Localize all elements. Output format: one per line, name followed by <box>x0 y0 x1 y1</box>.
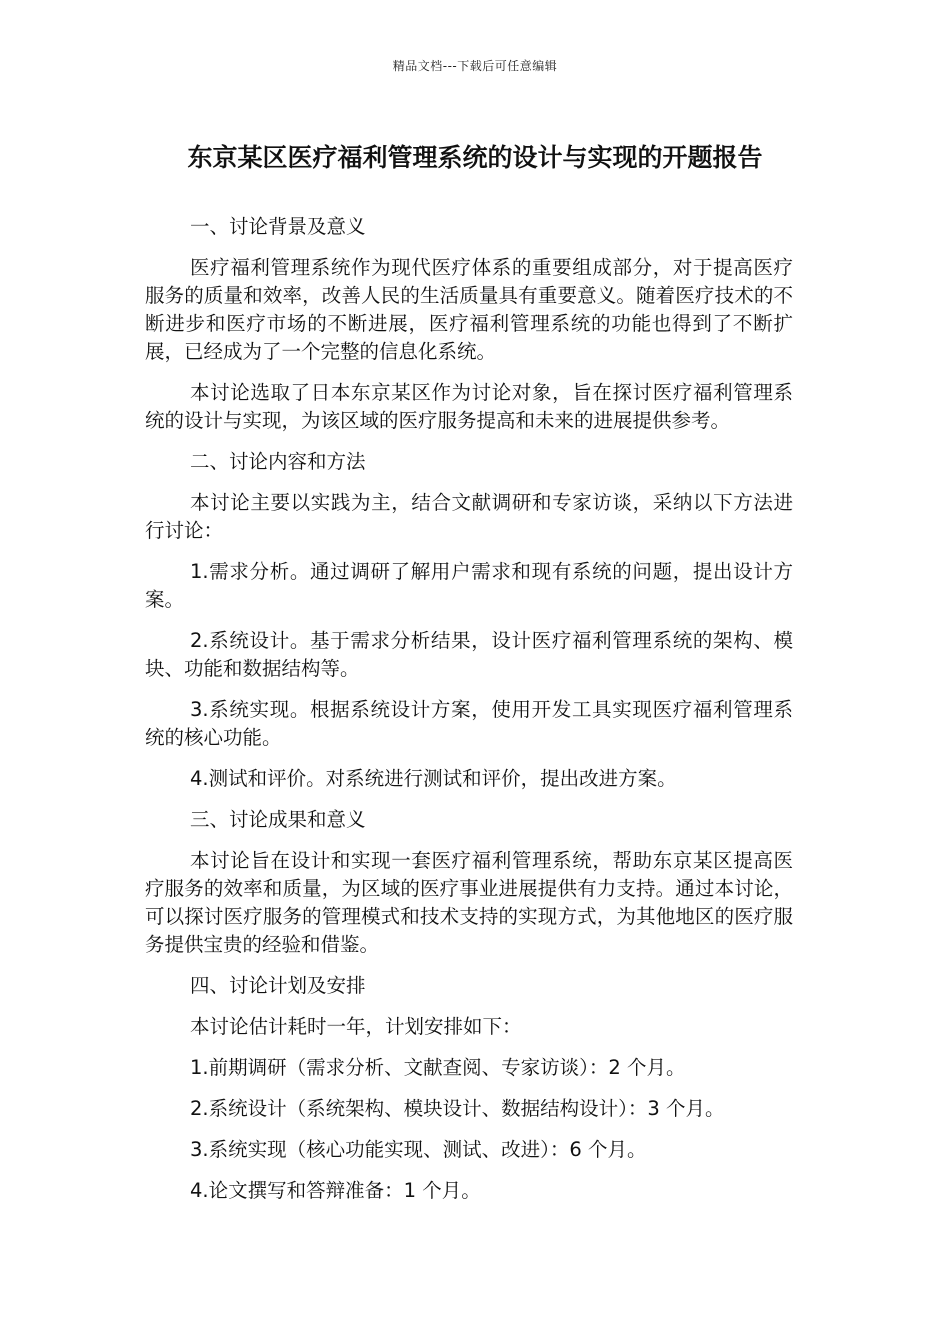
header-note: 精品文档---下载后可任意编辑 <box>392 59 558 73</box>
section-heading-3: 三、讨论成果和意义 <box>190 808 366 831</box>
paragraph: 本讨论选取了日本东京某区作为讨论对象，旨在探讨医疗福利管理系统的设计与实现，为该区域的医疗服务提高和未来的进展提供参考。 <box>145 381 793 432</box>
list-item: 2.系统设计（系统架构、模块设计、数据结构设计）：3 个月。 <box>190 1097 725 1120</box>
section-heading-4: 四、讨论计划及安排 <box>190 974 366 997</box>
document-body <box>145 213 793 1218</box>
list-item: 4.测试和评价。对系统进行测试和评价，提出改进方案。 <box>190 767 677 790</box>
list-item: 3.系统实现。根据系统设计方案，使用开发工具实现医疗福利管理系统的核心功能。 <box>145 698 793 749</box>
list-item: 3.系统实现（核心功能实现、测试、改进）：6 个月。 <box>190 1138 647 1161</box>
list-item: 1.前期调研（需求分析、文献查阅、专家访谈）：2 个月。 <box>190 1056 686 1079</box>
list-item: 1.需求分析。通过调研了解用户需求和现有系统的问题，提出设计方案。 <box>145 560 793 611</box>
paragraph: 本讨论主要以实践为主，结合文献调研和专家访谈，采纳以下方法进行讨论： <box>145 491 793 542</box>
page-title: 东京某区医疗福利管理系统的设计与实现的开题报告 <box>187 143 763 172</box>
paragraph: 本讨论估计耗时一年，计划安排如下： <box>190 1015 522 1038</box>
section-heading-2: 二、讨论内容和方法 <box>190 450 366 473</box>
list-item: 2.系统设计。基于需求分析结果，设计医疗福利管理系统的架构、模块、功能和数据结构等。 <box>145 629 793 680</box>
section-heading-1: 一、讨论背景及意义 <box>190 215 366 238</box>
paragraph: 本讨论旨在设计和实现一套医疗福利管理系统，帮助东京某区提高医疗服务的效率和质量，为区域的医疗事业进展提供有力支持。通过本讨论，可以探讨医疗服务的管理模式和技术支持的实现方式，为其他地区的医疗服务提供宝贵的经验和借鉴。 <box>145 849 793 956</box>
list-item: 4.论文撰写和答辩准备：1 个月。 <box>190 1179 481 1202</box>
paragraph: 医疗福利管理系统作为现代医疗体系的重要组成部分，对于提高医疗服务的质量和效率，改善人民的生活质量具有重要意义。随着医疗技术的不断进步和医疗市场的不断进展，医疗福利管理系统的功能也得到了不断扩展，已经成为了一个完整的信息化系统。 <box>145 256 793 363</box>
